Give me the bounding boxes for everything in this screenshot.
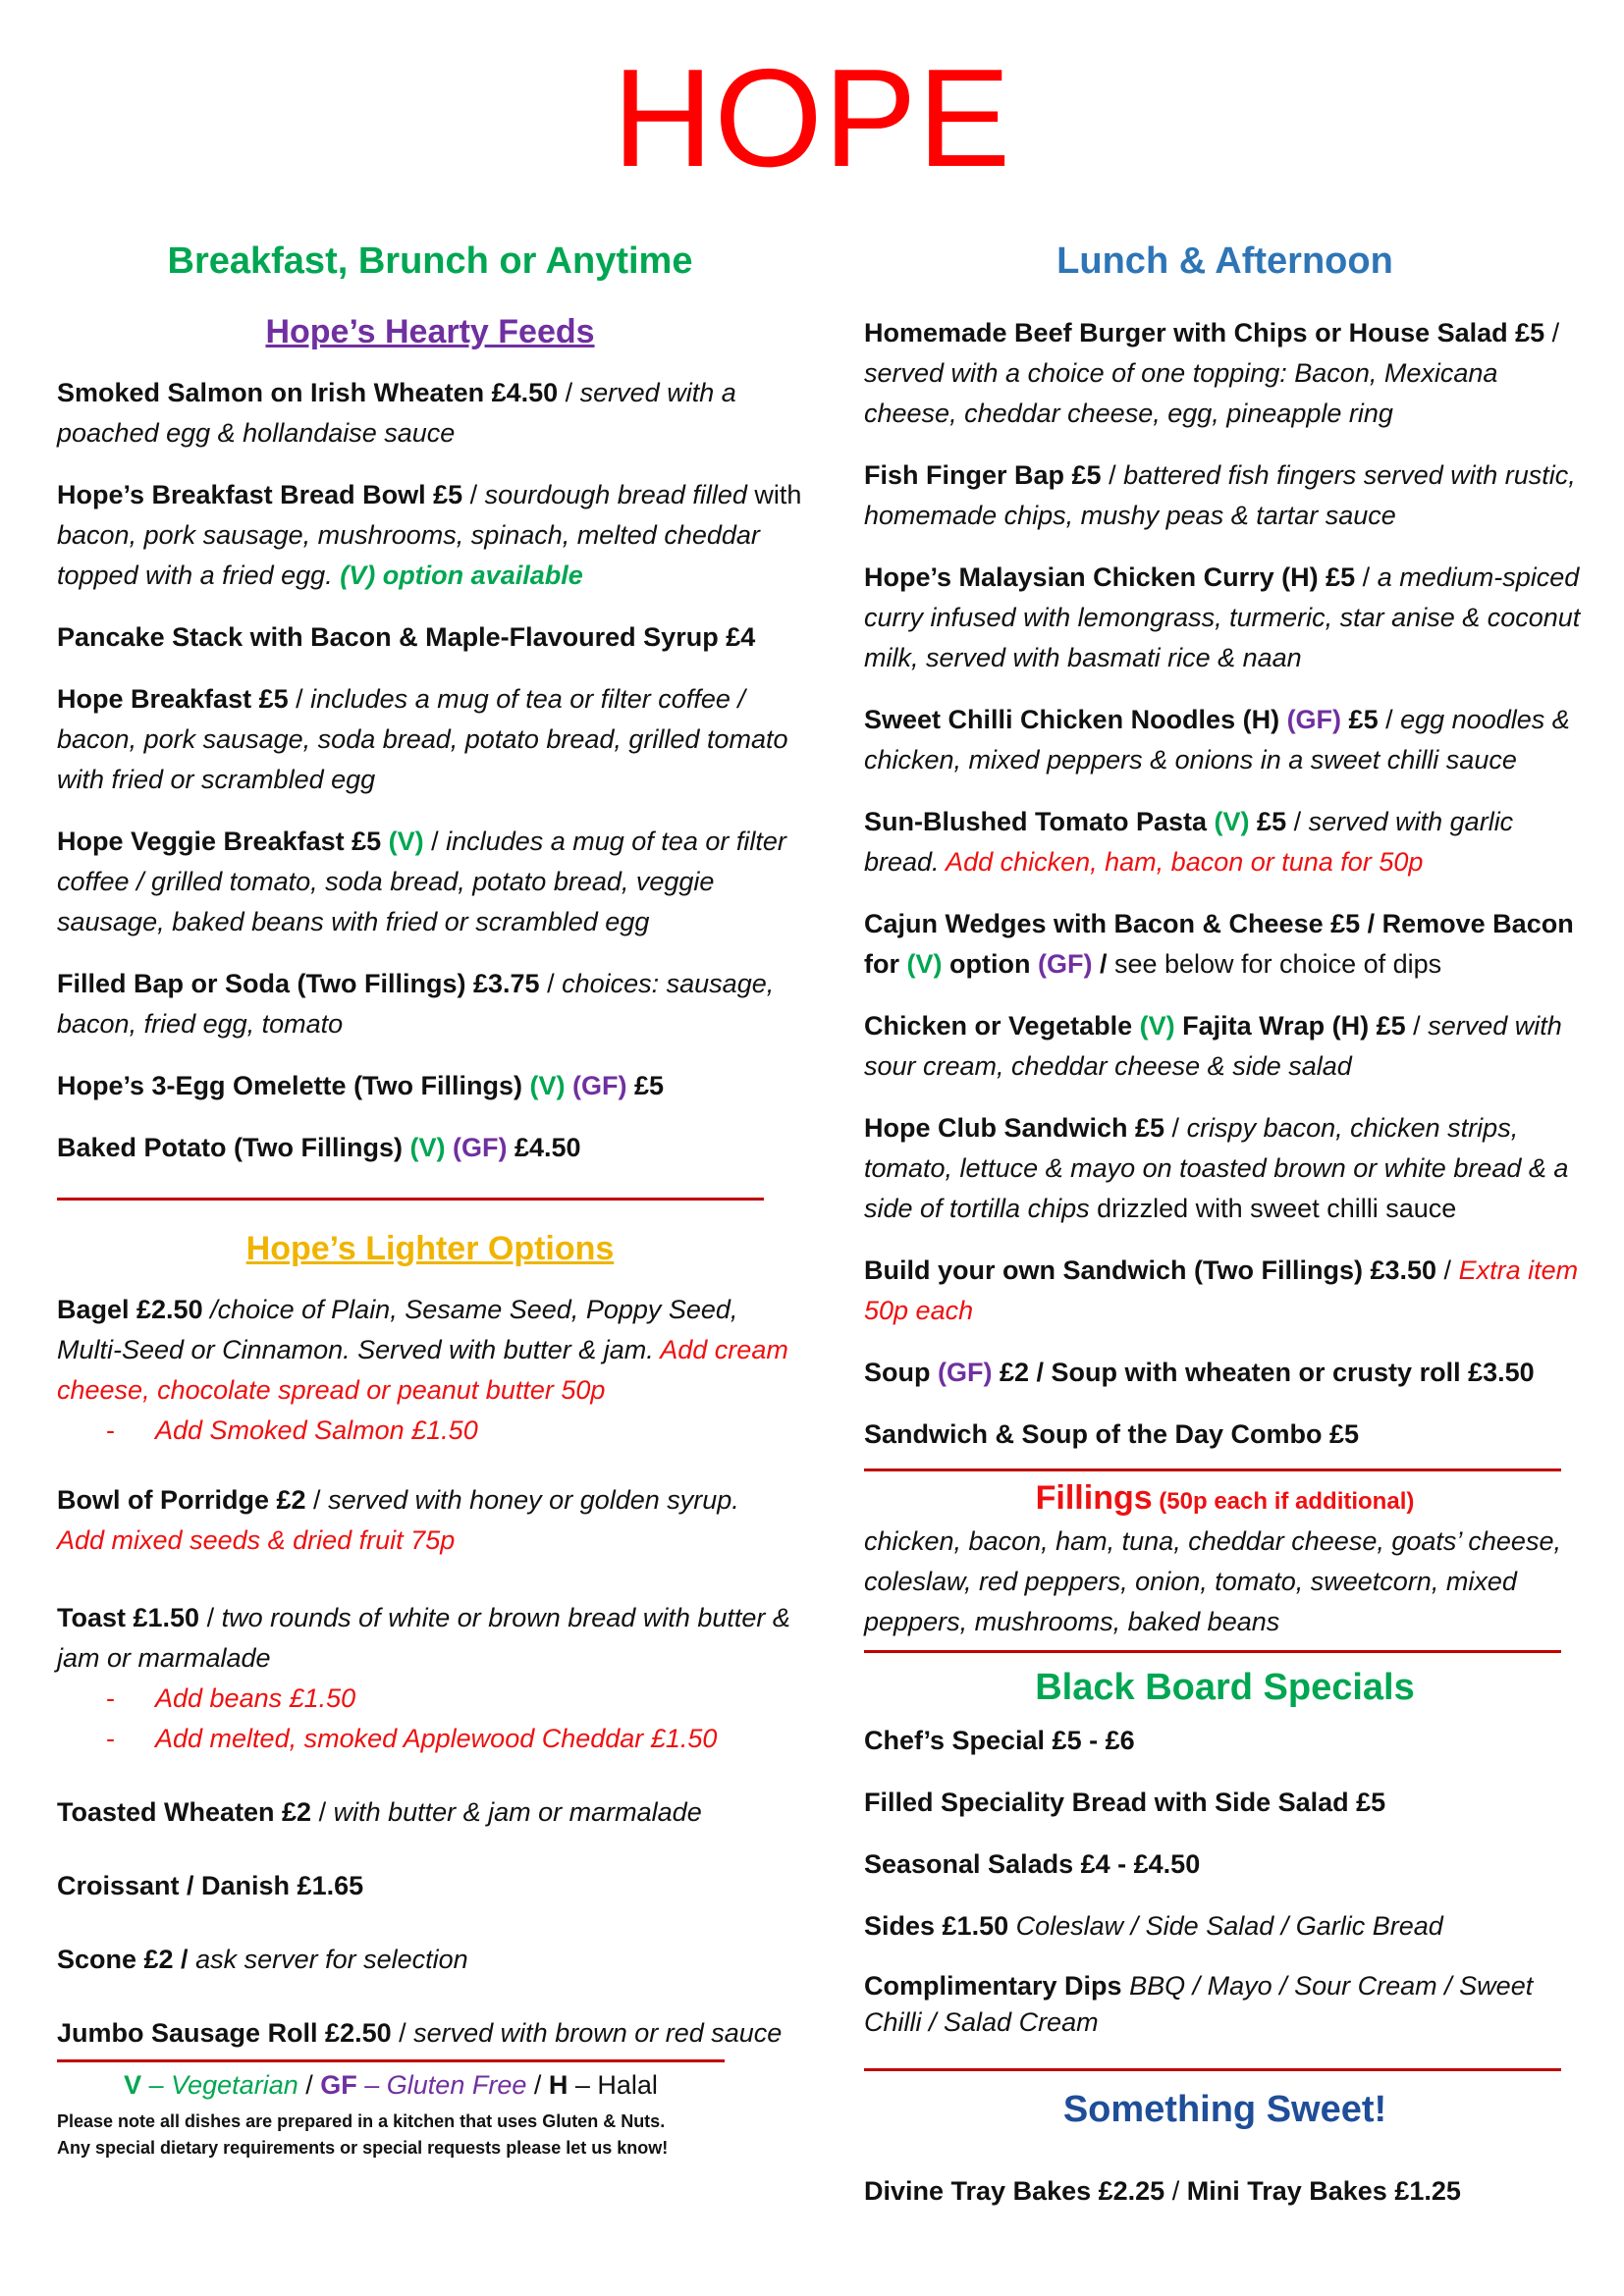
menu-item: Hope Veggie Breakfast £5 (V) / includes a mug of tea or filter coffee / grilled tomato, soda bread, potato bread, veggie sausage, baked beans with fried or scrambled egg bbox=[57, 826, 786, 936]
divider bbox=[57, 1198, 764, 1201]
menu-item: Hope’s Breakfast Bread Bowl £5 / sourdough bread filled with bacon, pork sausage, mushrooms, spinach, melted cheddar topped with a fried egg. (V) option available bbox=[57, 479, 802, 590]
menu-item: Sides £1.50 Coleslaw / Side Salad / Garlic Bread bbox=[864, 1911, 1443, 1942]
menu-item: Hope Club Sandwich £5 / crispy bacon, chicken strips, tomato, lettuce & mayo on toasted brown or white bread & a side of tortilla chips drizzled with sweet chilli sauce bbox=[864, 1112, 1569, 1223]
menu-item: Croissant / Danish £1.65 bbox=[57, 1870, 364, 1900]
fillings-list: chicken, bacon, ham, tuna, cheddar cheese, goats’ cheese, coleslaw, red peppers, onion, tomato, sweetcorn, mixed peppers, mushrooms, baked beans bbox=[864, 1525, 1561, 1636]
menu-item: Smoked Salmon on Irish Wheaten £4.50 / served with a poached egg & hollandaise sauce bbox=[57, 377, 736, 448]
extras-list bbox=[57, 1411, 803, 1451]
menu-item: Bagel £2.50 /choice of Plain, Sesame Seed, Poppy Seed, Multi-Seed or Cinnamon. Served with butter & jam. Add cream cheese, chocolate spread or peanut butter 50p - Add Smoked Salmon £1.50 bbox=[57, 1290, 803, 1451]
extra-item: - Add melted, smoked Applewood Cheddar £1.50 bbox=[57, 1719, 803, 1759]
menu-item: Sandwich & Soup of the Day Combo £5 bbox=[864, 1418, 1360, 1449]
brand-title: HOPE bbox=[612, 40, 1012, 196]
menu-item: Scone £2 / ask server for selection bbox=[57, 1944, 468, 1974]
section-title-lunch: Lunch & Afternoon bbox=[1056, 240, 1393, 282]
menu-item: Sweet Chilli Chicken Noodles (H) (GF) £5 / egg noodles & chicken, mixed peppers & onions in a sweet chilli sauce bbox=[864, 704, 1570, 774]
menu-item: Homemade Beef Burger with Chips or House Salad £5 / served with a choice of one topping: Bacon, Mexicana cheese, cheddar cheese, egg, pineapple ring bbox=[864, 317, 1560, 428]
menu-item: Pancake Stack with Bacon & Maple-Flavoured Syrup £4 bbox=[57, 621, 756, 652]
menu-item: Soup (GF) £2 / Soup with wheaten or crusty roll £3.50 bbox=[864, 1357, 1535, 1387]
extra-item: - Add beans £1.50 bbox=[57, 1679, 803, 1719]
extra-item: - Add Smoked Salmon £1.50 bbox=[57, 1411, 803, 1451]
menu-item: Filled Speciality Bread with Side Salad £5 bbox=[864, 1788, 1386, 1818]
menu-item: Divine Tray Bakes £2.25 / Mini Tray Bakes £1.25 bbox=[864, 2176, 1461, 2207]
section-title-sweet: Something Sweet! bbox=[1062, 2089, 1387, 2131]
menu-item: Complimentary Dips BBQ / Mayo / Sour Cream / Sweet Chilli / Salad Cream bbox=[864, 1971, 1534, 2038]
right-column bbox=[864, 240, 1586, 2233]
divider bbox=[864, 1650, 1561, 1653]
menu-item: Toast £1.50 / two rounds of white or brown bread with butter & jam or marmalade - Add beans £1.50 - Add melted, smoked Applewood Cheddar £1.50 bbox=[57, 1598, 803, 1759]
menu-item: Filled Bap or Soda (Two Fillings) £3.75 / choices: sausage, bacon, fried egg, tomato bbox=[57, 968, 775, 1039]
dietary-legend: V – Vegetarian / GF – Gluten Free / H – Halal bbox=[124, 2069, 658, 2100]
menu-item: Build your own Sandwich (Two Fillings) £3.50 / Extra item 50p each bbox=[864, 1255, 1579, 1325]
menu-item: Toasted Wheaten £2 / with butter & jam or marmalade bbox=[57, 1796, 702, 1827]
menu-item: Chef’s Special £5 - £6 bbox=[864, 1726, 1135, 1756]
divider bbox=[864, 2068, 1561, 2071]
menu-item: Hope’s Malaysian Chicken Curry (H) £5 / a medium-spiced curry infused with lemongrass, turmeric, star anise & coconut milk, served with basmati rice & naan bbox=[864, 561, 1581, 672]
menu-item: Fish Finger Bap £5 / battered fish fingers served with rustic, homemade chips, mushy peas & tartar sauce bbox=[864, 459, 1576, 530]
subsection-hearty-feeds: Hope’s Hearty Feeds bbox=[265, 312, 595, 350]
fillings-title: Fillings (50p each if additional) bbox=[1035, 1478, 1415, 1517]
extras-list bbox=[57, 1679, 803, 1759]
section-title-specials: Black Board Specials bbox=[1035, 1666, 1415, 1708]
menu-item: Cajun Wedges with Bacon & Cheese £5 / Remove Bacon for (V) option (GF) / see below for choice of dips bbox=[864, 908, 1574, 979]
divider bbox=[57, 2059, 725, 2062]
menu-item: Sun-Blushed Tomato Pasta (V) £5 / served with garlic bread. Add chicken, ham, bacon or tuna for 50p bbox=[864, 806, 1514, 877]
menu-item: Chicken or Vegetable (V) Fajita Wrap (H) £5 / served with sour cream, cheddar cheese & side salad bbox=[864, 1010, 1562, 1081]
menu-item: Hope’s 3-Egg Omelette (Two Fillings) (V) (GF) £5 bbox=[57, 1070, 665, 1100]
divider bbox=[864, 1468, 1561, 1471]
menu-item: Bowl of Porridge £2 / served with honey or golden syrup. Add mixed seeds & dried fruit 75p bbox=[57, 1484, 739, 1555]
menu-item: Hope Breakfast £5 / includes a mug of tea or filter coffee / bacon, pork sausage, soda bread, potato bread, grilled tomato with fried or scrambled egg bbox=[57, 683, 788, 794]
left-column bbox=[57, 240, 803, 2162]
menu-item: Baked Potato (Two Fillings) (V) (GF) £4.50 bbox=[57, 1132, 581, 1162]
section-title-breakfast: Breakfast, Brunch or Anytime bbox=[167, 240, 693, 282]
menu-item: Jumbo Sausage Roll £2.50 / served with brown or red sauce bbox=[57, 2017, 783, 2048]
menu-item: Seasonal Salads £4 - £4.50 bbox=[864, 1849, 1201, 1880]
subsection-lighter-options: Hope’s Lighter Options bbox=[245, 1229, 615, 1267]
allergen-note: Please note all dishes are prepared in a kitchen that uses Gluten & Nuts. Any special dietary requirements or special requests please let us know! bbox=[57, 2110, 669, 2158]
